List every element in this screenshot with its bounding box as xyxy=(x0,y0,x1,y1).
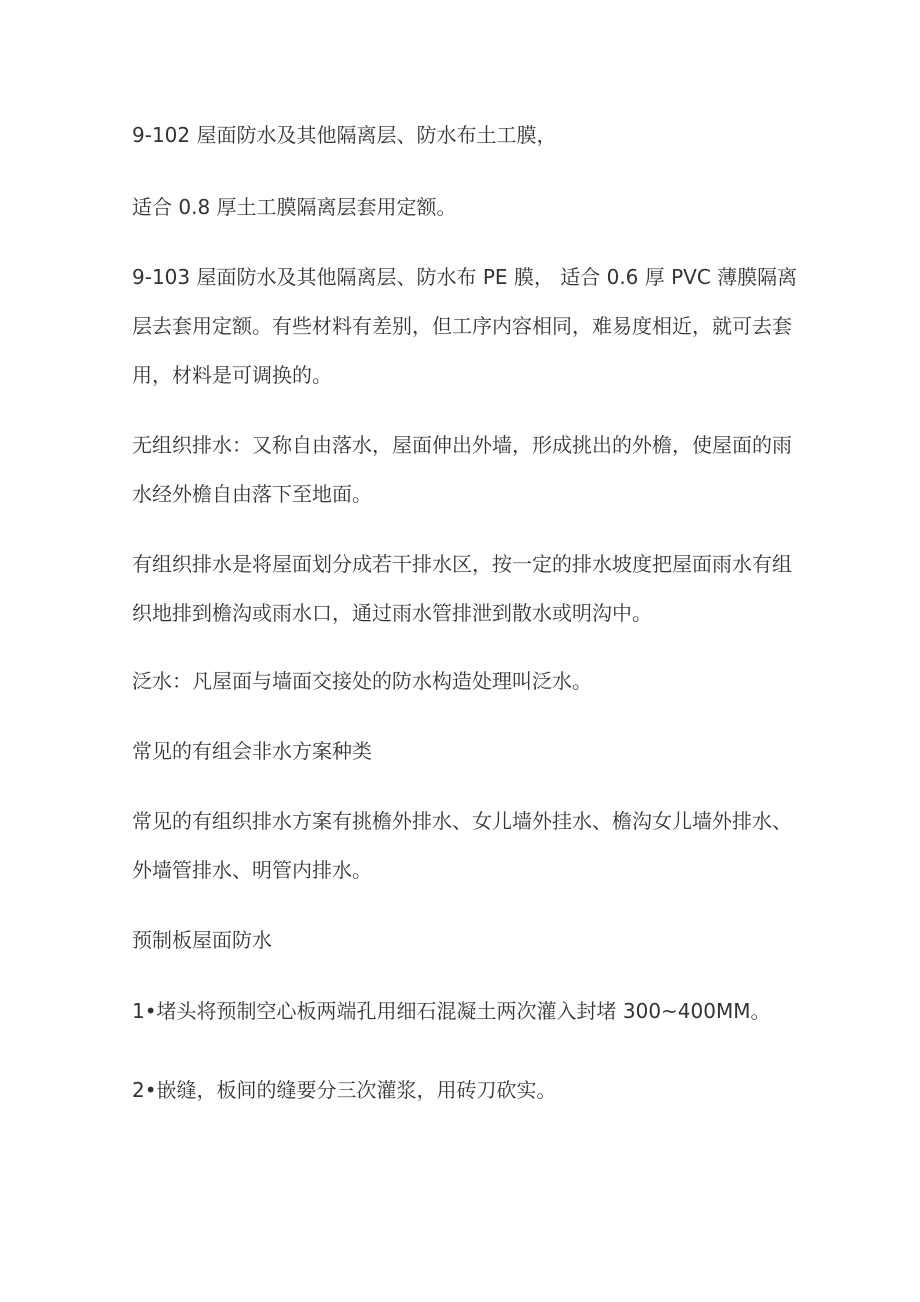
paragraph-line: 泛水：凡屋面与墙面交接处的防水构造处理叫泛水。 xyxy=(132,669,592,693)
paragraph-line: 2•嵌缝，板间的缝要分三次灌浆，用砖刀砍实。 xyxy=(132,1078,557,1102)
paragraph-organized-drainage xyxy=(132,540,812,638)
paragraph-geotextile-quota xyxy=(132,183,812,232)
paragraph-flashing xyxy=(132,657,812,706)
paragraph-unorganized-drainage xyxy=(132,421,812,519)
paragraph-line: 无组织排水：又称自由落水，屋面伸出外墙，形成挑出的外檐，使屋面的雨 xyxy=(132,433,792,457)
paragraph-line: 用，材料是可调换的。 xyxy=(132,363,332,387)
paragraph-line: 预制板屋面防水 xyxy=(132,928,272,952)
paragraph-step-1 xyxy=(132,987,812,1036)
paragraph-9-103 xyxy=(132,253,812,400)
paragraph-line: 有组织排水是将屋面划分成若干排水区，按一定的排水坡度把屋面雨水有组 xyxy=(132,552,792,576)
paragraph-line: 水经外檐自由落下至地面。 xyxy=(132,482,372,506)
paragraph-line: 9-102 屋面防水及其他隔离层、防水布土工膜， xyxy=(132,123,557,147)
heading-drainage-types xyxy=(132,727,812,776)
paragraph-line: 层去套用定额。有些材料有差别，但工序内容相同，难易度相近，就可去套 xyxy=(132,314,792,338)
paragraph-line: 9-103 屋面防水及其他隔离层、防水布 PE 膜， 适合 0.6 厚 PVC 薄膜隔离 xyxy=(132,265,798,289)
paragraph-line: 1•堵头将预制空心板两端孔用细石混凝土两次灌入封堵 300~400MM。 xyxy=(132,999,771,1023)
paragraph-line: 适合 0.8 厚土工膜隔离层套用定额。 xyxy=(132,195,457,219)
paragraph-9-102 xyxy=(132,111,812,160)
paragraph-line: 外墙管排水、明管内排水。 xyxy=(132,858,372,882)
paragraph-line: 常见的有组织排水方案有挑檐外排水、女儿墙外挂水、檐沟女儿墙外排水、 xyxy=(132,809,792,833)
paragraph-drainage-schemes xyxy=(132,797,812,895)
heading-precast-slab-waterproofing xyxy=(132,916,812,965)
paragraph-line: 常见的有组会非水方案种类 xyxy=(132,739,372,763)
paragraph-line: 织地排到檐沟或雨水口，通过雨水管排泄到散水或明沟中。 xyxy=(132,601,652,625)
paragraph-step-2 xyxy=(132,1066,812,1115)
